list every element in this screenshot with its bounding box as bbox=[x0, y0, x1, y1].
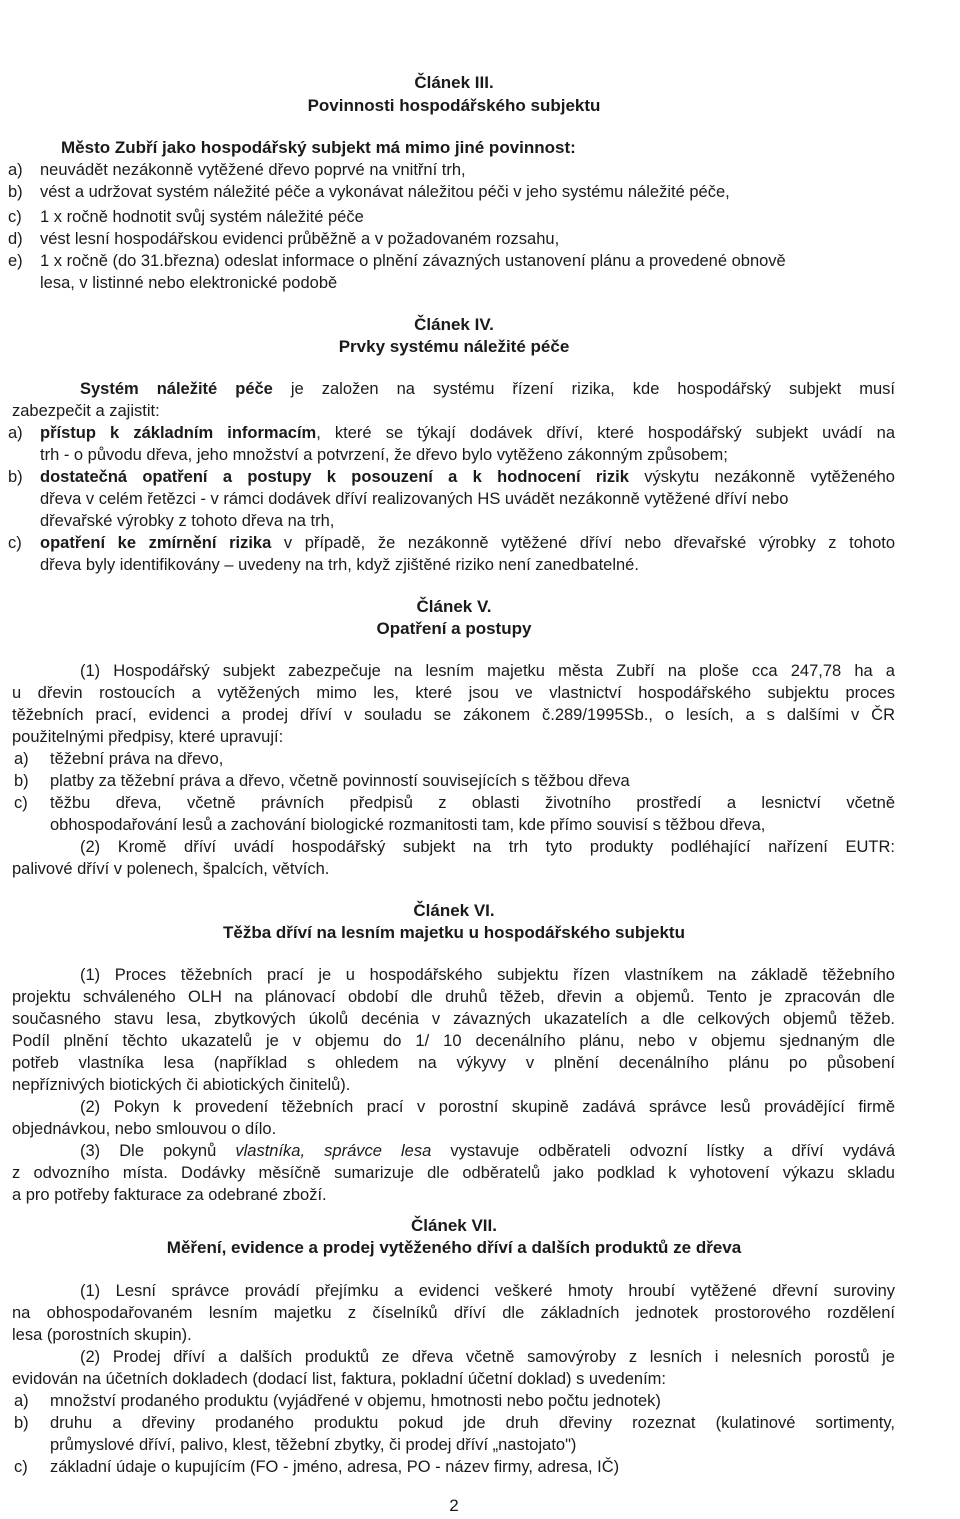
article-7-title: Měření, evidence a prodej vytěženého dříví a dalších produktů ze dřeva bbox=[166, 1238, 742, 1257]
list-item: neuvádět nezákonně vytěžené dřevo poprvé na vnitřní trh, bbox=[40, 161, 466, 179]
list-label: b) bbox=[8, 183, 23, 201]
paragraph-line: z odvozního místa. Dodávky měsíčně sumarizuje dle odběratelů jako podklad k vyhotovení výkazu skladu bbox=[12, 1164, 895, 1182]
item-text: , které se týkají dodávek dříví, které hospodářský subjekt uvádí na bbox=[316, 424, 895, 442]
text-run: (3) Dle pokynů bbox=[80, 1142, 236, 1160]
list-label: c) bbox=[14, 1458, 28, 1476]
list-item-c bbox=[40, 532, 895, 554]
paragraph-line: (1) Hospodářský subjekt zabezpečuje na lesním majetku města Zubří na ploše cca 247,78 ha a bbox=[80, 662, 895, 680]
paragraph-line: současného stavu lesa, zbytkových úkolů decénia v závazných ukazatelích a dle celkových objemů těžeb. bbox=[12, 1010, 895, 1028]
page-number: 2 bbox=[449, 1496, 459, 1515]
list-item: platby za těžební práva a dřevo, včetně povinností souvisejících s těžbou dřeva bbox=[50, 772, 630, 790]
paragraph-line: (2) Prodej dříví a dalších produktů ze dřeva včetně samovýroby z lesních i nelesních porostů je bbox=[80, 1348, 895, 1366]
paragraph-line: použitelnými předpisy, které upravují: bbox=[12, 728, 284, 746]
list-item-continuation: dřevařské výrobky z tohoto dřeva na trh, bbox=[40, 512, 335, 530]
article-4-intro-line2: zabezpečit a zajistit: bbox=[12, 402, 160, 420]
list-label: a) bbox=[14, 1392, 29, 1410]
bold-term: dostatečná opatření a postupy k posouzení a k hodnocení rizik bbox=[40, 468, 629, 486]
article-7-number: Článek VII. bbox=[411, 1216, 497, 1235]
list-item: 1 x ročně (do 31.března) odeslat informace o plnění závazných ustanovení plánu a provedené obnově bbox=[40, 252, 786, 270]
list-item: těžbu dřeva, včetně právních předpisů z oblasti životního prostředí a lesnictví včetně bbox=[50, 794, 895, 812]
list-item-continuation: dřeva v celém řetězci - v rámci dodávek dříví realizovaných HS uvádět nezákonně vytěžené dříví nebo bbox=[40, 490, 789, 508]
list-item-continuation: dřeva byly identifikovány – uvedeny na trh, když zjištěné riziko není zanedbatelné. bbox=[40, 556, 639, 574]
paragraph-line: těžebních prací, evidenci a prodej dříví v souladu se zákonem č.289/1995Sb., o lesích, a s dalšími v ČR bbox=[12, 706, 895, 724]
paragraph-line: Podíl plnění těchto ukazatelů je v objemu do 1/ 10 decenálního plánu, nebo v objemu sjednaným dle bbox=[12, 1032, 895, 1050]
list-item-continuation: lesa, v listinné nebo elektronické podobě bbox=[40, 274, 338, 292]
paragraph-line: objednávkou, nebo smlouvou o dílo. bbox=[12, 1120, 277, 1138]
list-item-a bbox=[40, 422, 895, 444]
system-term: Systém náležité péče bbox=[80, 380, 273, 398]
list-item: množství prodaného produktu (vyjádřené v objemu, hmotnosti nebo počtu jednotek) bbox=[50, 1392, 661, 1410]
italic-term: vlastníka, správce lesa bbox=[235, 1142, 432, 1160]
article-3-intro: Město Zubří jako hospodářský subjekt má mimo jiné povinnost: bbox=[61, 138, 576, 157]
list-label: a) bbox=[8, 424, 23, 442]
list-item: těžební práva na dřevo, bbox=[50, 750, 224, 768]
list-item: 1 x ročně hodnotit svůj systém náležité péče bbox=[40, 208, 364, 226]
paragraph-line: (1) Proces těžebních prací je u hospodářského subjektu řízen vlastníkem na základě těžebního bbox=[80, 966, 895, 984]
paragraph-line: (2) Kromě dříví uvádí hospodářský subjekt na trh tyto produkty podléhající nařízení EUTR: bbox=[80, 838, 895, 856]
bold-term: přístup k základním informacím bbox=[40, 424, 317, 442]
list-item-continuation: průmyslové dříví, palivo, klest, těžební zbytky, či prodej dříví „nastojato") bbox=[50, 1436, 577, 1454]
list-label: e) bbox=[8, 252, 23, 270]
article-4-title: Prvky systému náležité péče bbox=[338, 337, 570, 356]
paragraph-line: a pro potřeby fakturace za odebrané zboží. bbox=[12, 1186, 327, 1204]
text-run: vystavuje odběrateli odvozní lístky a dříví vydává bbox=[431, 1142, 895, 1160]
intro-text: je založen na systému řízení rizika, kde hospodářský subjekt musí bbox=[290, 380, 895, 398]
list-label: d) bbox=[8, 230, 23, 248]
list-item-continuation: trh - o původu dřeva, jeho množství a potvrzení, že dřevo bylo vytěženo zákonným způsobem; bbox=[40, 446, 728, 464]
list-label: b) bbox=[8, 468, 23, 486]
list-label: c) bbox=[14, 794, 28, 812]
list-label: c) bbox=[8, 534, 22, 552]
paragraph-line: (2) Pokyn k provedení těžebních prací v porostní skupině zadává správce lesů provádějící firmě bbox=[80, 1098, 895, 1116]
paragraph-line: (1) Lesní správce provádí přejímku a evidenci veškeré hmoty hroubí vytěžené dřevní suroviny bbox=[80, 1282, 895, 1300]
paragraph-line: u dřevin rostoucích a vytěžených mimo les, které jsou ve vlastnictví hospodářského subjektu proces bbox=[12, 684, 895, 702]
list-label: c) bbox=[8, 208, 22, 226]
paragraph-line: lesa (porostních skupin). bbox=[12, 1326, 192, 1344]
item-text: v případě, že nezákonně vytěžené dříví nebo dřevařské výrobky z tohoto bbox=[271, 534, 896, 552]
list-item: základní údaje o kupujícím (FO - jméno, adresa, PO - název firmy, adresa, IČ) bbox=[50, 1458, 620, 1476]
list-item-continuation: obhospodařování lesů a zachování biologické rozmanitosti tam, kde přímo souvisí s těžbou dřeva, bbox=[50, 816, 766, 834]
list-item: druhu a dřeviny prodaného produktu pokud jde druh dřeviny rozeznat (kulatinové sortimenty, bbox=[50, 1414, 895, 1432]
item-text: výskytu nezákonně vytěženého bbox=[628, 468, 895, 486]
list-label: a) bbox=[8, 161, 23, 179]
paragraph-line: projektu schváleného OLH na plánovací období dle druhů těžeb, dřevin a objemů. Tento je zpracován dle bbox=[12, 988, 895, 1006]
paragraph-line: na obhospodařovaném lesním majetku z číselníků dříví dle základních jednotek prostorového rozdělení bbox=[12, 1304, 895, 1322]
paragraph-line: evidován na účetních dokladech (dodací list, faktura, pokladní účetní doklad) s uvedením: bbox=[12, 1370, 666, 1388]
list-item-b bbox=[40, 466, 895, 488]
paragraph-line bbox=[80, 1140, 895, 1162]
article-3-number: Článek III. bbox=[414, 73, 494, 92]
paragraph-line: nepříznivých biotických či abiotických činitelů). bbox=[12, 1076, 351, 1094]
list-label: a) bbox=[14, 750, 29, 768]
list-label: b) bbox=[14, 772, 29, 790]
article-3-title: Povinnosti hospodářského subjektu bbox=[307, 96, 601, 115]
article-6-number: Článek VI. bbox=[413, 901, 495, 920]
article-4-intro bbox=[80, 378, 895, 400]
list-item: vést lesní hospodářskou evidenci průběžně a v požadovaném rozsahu, bbox=[40, 230, 560, 248]
article-6-title: Těžba dříví na lesním majetku u hospodářského subjektu bbox=[223, 923, 685, 942]
paragraph-line: palivové dříví v polenech, špalcích, větvích. bbox=[12, 860, 330, 878]
article-4-number: Článek IV. bbox=[414, 315, 494, 334]
article-5-number: Článek V. bbox=[416, 597, 492, 616]
paragraph-line: potřeb vlastníka lesa (například s ohledem na výkyvy v plnění decenálního plánu po působení bbox=[12, 1054, 895, 1072]
list-item: vést a udržovat systém náležité péče a vykonávat náležitou péči v jeho systému náležité péče, bbox=[40, 183, 730, 201]
list-label: b) bbox=[14, 1414, 29, 1432]
article-5-title: Opatření a postupy bbox=[376, 619, 532, 638]
bold-term: opatření ke zmírnění rizika bbox=[40, 534, 272, 552]
